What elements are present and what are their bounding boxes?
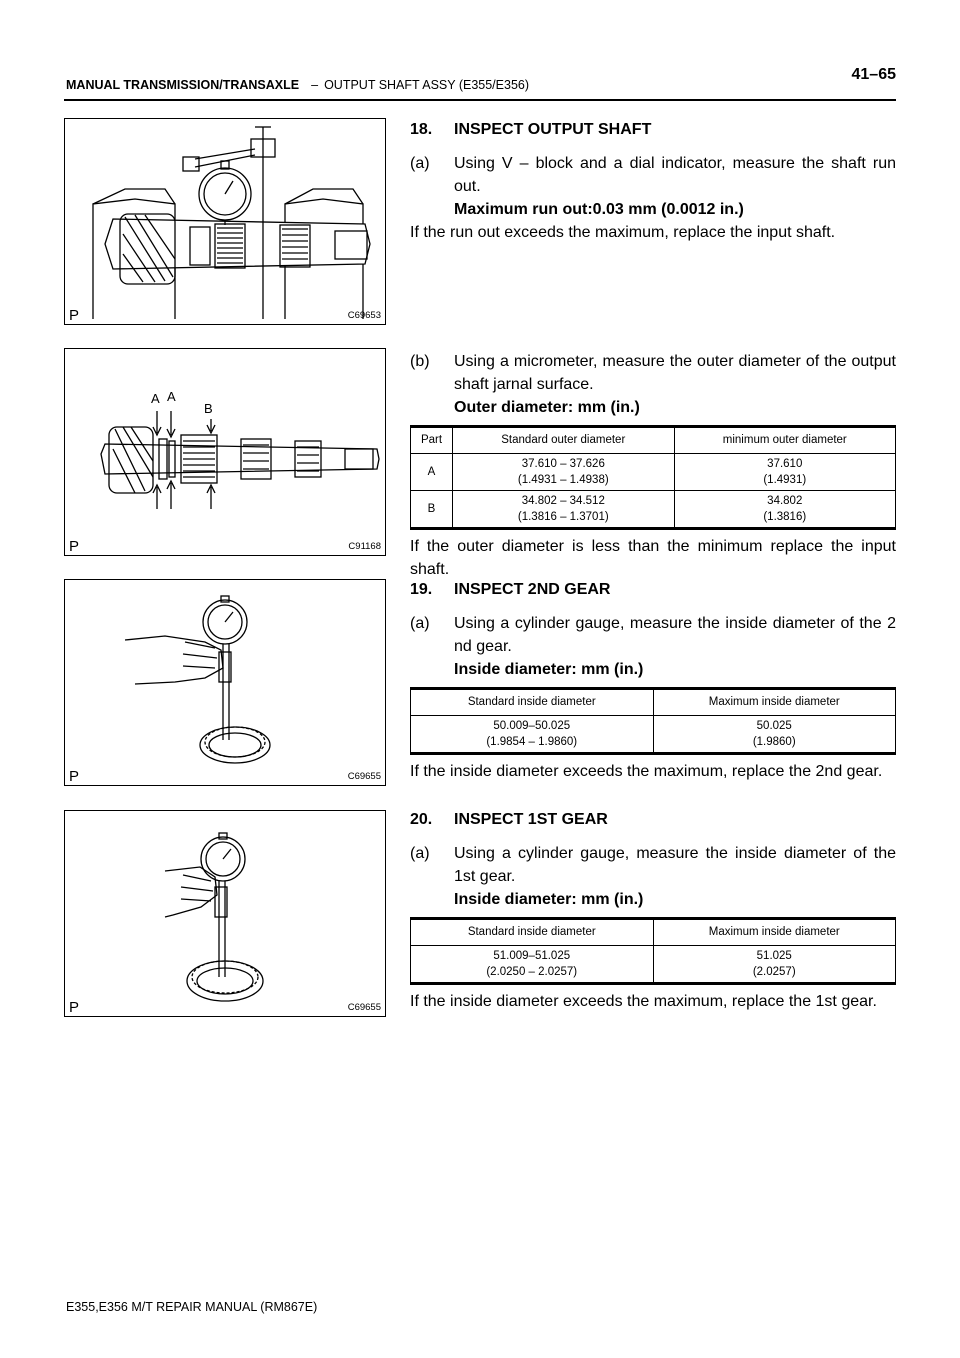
step-20-note: If the inside diameter exceeds the maximum, replace the 1st gear. xyxy=(410,993,877,1010)
figure-code: C69655 xyxy=(347,771,381,782)
step-18a-note: If the run out exceeds the maximum, replace the input shaft. xyxy=(410,224,836,241)
figure-code: C69653 xyxy=(347,310,381,321)
figure-p-mark: P xyxy=(69,768,80,785)
step-18a-text: (a) Using V – block and a dial indicator, measure the shaft run out. xyxy=(410,155,896,195)
table-row: 51.009–51.025 (2.0250 – 2.0257) 51.025 (2.0257) xyxy=(411,946,896,984)
step-20-title: 20. INSPECT 1ST GEAR xyxy=(410,811,608,828)
figure-p-mark: P xyxy=(69,999,80,1016)
figure-p-mark: P xyxy=(69,538,80,555)
outer-diameter-table xyxy=(410,425,896,530)
illustration-cylinder-gauge xyxy=(65,580,386,786)
inside-diameter-table-1st xyxy=(410,917,896,985)
table-row: 50.009–50.025 (1.9854 – 1.9860) 50.025 (1.9860) xyxy=(411,716,896,754)
step-19a-spec: Inside diameter: mm (in.) xyxy=(454,661,644,678)
step-18b-note: If the outer diameter is less than the minimum replace the input shaft. xyxy=(410,538,896,578)
step-20a-text: (a) Using a cylinder gauge, measure the inside diameter of the 1st gear. xyxy=(410,845,896,885)
step-18-block xyxy=(410,118,896,244)
table-header: Maximum inside diameter xyxy=(653,689,896,716)
header-dash: – xyxy=(311,78,319,92)
step-18-title: 18. INSPECT OUTPUT SHAFT xyxy=(410,121,652,138)
table-header: Maximum inside diameter xyxy=(653,919,896,946)
illustration-cylinder-gauge xyxy=(65,811,386,1017)
figure-code: C69655 xyxy=(347,1002,381,1013)
figure-code: C91168 xyxy=(348,541,381,552)
step-18b-spec: Outer diameter: mm (in.) xyxy=(454,399,640,416)
header-subsection: OUTPUT SHAFT ASSY (E355/E356) xyxy=(324,78,530,92)
running-header xyxy=(66,78,896,92)
step-20a-spec: Inside diameter: mm (in.) xyxy=(454,891,644,908)
table-row: A 37.610 – 37.626 (1.4931 – 1.4938) 37.610 (1.4931) xyxy=(411,454,896,491)
label-a2: A xyxy=(167,389,176,404)
figure-1st-gear-gauge xyxy=(64,810,386,1017)
table-header: Standard inside diameter xyxy=(411,689,654,716)
figure-p-mark: P xyxy=(69,307,80,324)
table-header: Part xyxy=(411,427,453,454)
inside-diameter-table-2nd xyxy=(410,687,896,755)
illustration-shaft-on-vblocks xyxy=(65,119,386,325)
step-19-title: 19. INSPECT 2ND GEAR xyxy=(410,581,611,598)
step-19-block xyxy=(410,578,896,783)
table-header: Standard inside diameter xyxy=(411,919,654,946)
table-header: minimum outer diameter xyxy=(674,427,895,454)
illustration-output-shaft xyxy=(65,349,386,556)
step-18b-text: (b) Using a micrometer, measure the outer diameter of the output shaft jarnal surface. xyxy=(410,353,896,393)
footer-manual-id: E355,E356 M/T REPAIR MANUAL (RM867E) xyxy=(66,1300,318,1314)
step-20-block xyxy=(410,808,896,1013)
step-19-note: If the inside diameter exceeds the maximum, replace the 2nd gear. xyxy=(410,763,883,780)
figure-shaft-journals xyxy=(64,348,386,556)
table-row: B 34.802 – 34.512 (1.3816 – 1.3701) 34.802 (1.3816) xyxy=(411,491,896,529)
step-18b-block xyxy=(410,350,896,581)
page-number: 41–65 xyxy=(851,66,896,83)
step-18a-spec: Maximum run out:0.03 mm (0.0012 in.) xyxy=(454,201,744,218)
label-b: B xyxy=(204,401,213,416)
step-19a-text: (a) Using a cylinder gauge, measure the inside diameter of the 2 nd gear. xyxy=(410,615,896,655)
header-rule xyxy=(64,99,896,101)
header-section: MANUAL TRANSMISSION/TRANSAXLE xyxy=(66,78,300,92)
label-a1: A xyxy=(151,391,160,406)
table-header: Standard outer diameter xyxy=(453,427,675,454)
figure-2nd-gear-gauge xyxy=(64,579,386,786)
figure-shaft-runout xyxy=(64,118,386,325)
